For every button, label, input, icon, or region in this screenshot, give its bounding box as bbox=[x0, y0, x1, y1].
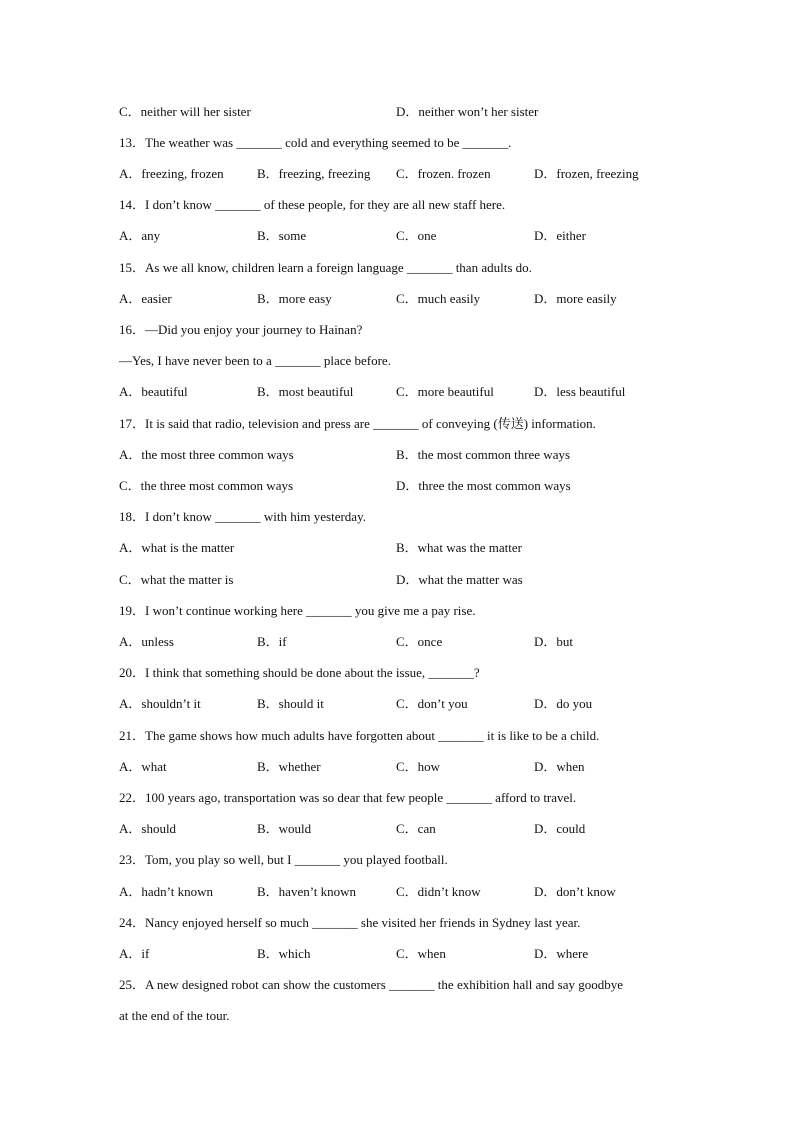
option-d: D．three the most common ways bbox=[396, 478, 571, 493]
option-c: C．what the matter is bbox=[119, 572, 234, 587]
question-14-stem: 14．I don’t know _______ of these people, for they are all new staff here. bbox=[119, 197, 506, 212]
option-b: B．should it bbox=[257, 696, 324, 711]
options-q19 bbox=[119, 633, 719, 651]
option-a: A．easier bbox=[119, 291, 172, 306]
option-a: A．if bbox=[119, 946, 150, 961]
option-b: B．most beautiful bbox=[257, 384, 354, 399]
options-q12 bbox=[119, 103, 719, 121]
option-b: B．more easy bbox=[257, 291, 332, 306]
option-b: B．would bbox=[257, 821, 312, 836]
option-d: D．either bbox=[534, 228, 586, 243]
option-c: C．didn’t know bbox=[396, 884, 481, 899]
question-17-stem: 17．It is said that radio, television and press are _______ of conveying (传送) information. bbox=[119, 416, 596, 431]
option-c: C．one bbox=[396, 228, 437, 243]
options-q18-row2 bbox=[119, 571, 719, 589]
option-c: C．once bbox=[396, 634, 443, 649]
option-c: C．much easily bbox=[396, 291, 481, 306]
option-c: C．don’t you bbox=[396, 696, 468, 711]
option-d: D．less beautiful bbox=[534, 384, 626, 399]
option-a: A．shouldn’t it bbox=[119, 696, 201, 711]
option-d: D．do you bbox=[534, 696, 593, 711]
option-a: A．beautiful bbox=[119, 384, 188, 399]
option-d: D．don’t know bbox=[534, 884, 616, 899]
options-q16 bbox=[119, 383, 719, 401]
options-q17-row2 bbox=[119, 477, 719, 495]
option-c: C．when bbox=[396, 946, 446, 961]
option-a: A．any bbox=[119, 228, 161, 243]
options-q13 bbox=[119, 165, 719, 183]
options-q17-row1 bbox=[119, 446, 719, 464]
option-b: B．what was the matter bbox=[396, 540, 522, 555]
options-q23 bbox=[119, 883, 719, 901]
option-b: B．haven’t known bbox=[257, 884, 357, 899]
option-d: D．where bbox=[534, 946, 589, 961]
option-b: B．some bbox=[257, 228, 307, 243]
option-b: B．whether bbox=[257, 759, 321, 774]
option-c: C．more beautiful bbox=[396, 384, 494, 399]
option-a: A．should bbox=[119, 821, 177, 836]
option-c: C．neither will her sister bbox=[119, 104, 251, 119]
question-25-stem: 25．A new designed robot can show the customers _______ the exhibition hall and say goodbye bbox=[119, 977, 624, 992]
question-21-stem: 21．The game shows how much adults have forgotten about _______ it is like to be a child. bbox=[119, 728, 600, 743]
question-19-stem: 19．I won’t continue working here _______ you give me a pay rise. bbox=[119, 603, 476, 618]
option-d: D．frozen, freezing bbox=[534, 166, 639, 181]
option-d: D．could bbox=[534, 821, 586, 836]
options-q15 bbox=[119, 290, 719, 308]
option-b: B．the most common three ways bbox=[396, 447, 571, 462]
option-b: B．if bbox=[257, 634, 287, 649]
option-c: C．how bbox=[396, 759, 441, 774]
question-25-stem-cont: at the end of the tour. bbox=[119, 1008, 230, 1023]
options-q24 bbox=[119, 945, 719, 963]
option-a: A．the most three common ways bbox=[119, 447, 294, 462]
option-d: D．more easily bbox=[534, 291, 617, 306]
option-d: D．neither won’t her sister bbox=[396, 104, 539, 119]
option-b: B．which bbox=[257, 946, 311, 961]
option-d: D．but bbox=[534, 634, 574, 649]
option-c: C．can bbox=[396, 821, 436, 836]
options-q20 bbox=[119, 695, 719, 713]
option-c: C．the three most common ways bbox=[119, 478, 294, 493]
question-16-stem: 16．—Did you enjoy your journey to Hainan? bbox=[119, 322, 363, 337]
option-a: A．hadn’t known bbox=[119, 884, 214, 899]
question-16-stem-reply: —Yes, I have never been to a _______ place before. bbox=[119, 353, 391, 368]
option-a: A．what bbox=[119, 759, 167, 774]
question-20-stem: 20．I think that something should be done about the issue, _______? bbox=[119, 665, 480, 680]
question-15-stem: 15．As we all know, children learn a foreign language _______ than adults do. bbox=[119, 260, 532, 275]
option-b: B．freezing, freezing bbox=[257, 166, 371, 181]
option-a: A．what is the matter bbox=[119, 540, 235, 555]
question-24-stem: 24．Nancy enjoyed herself so much _______ she visited her friends in Sydney last year. bbox=[119, 915, 581, 930]
option-a: A．unless bbox=[119, 634, 174, 649]
options-q22 bbox=[119, 820, 719, 838]
option-d: D．what the matter was bbox=[396, 572, 523, 587]
options-q18-row1 bbox=[119, 539, 719, 557]
question-23-stem: 23．Tom, you play so well, but I _______ you played football. bbox=[119, 852, 448, 867]
option-c: C．frozen. frozen bbox=[396, 166, 491, 181]
options-q14 bbox=[119, 227, 719, 245]
option-a: A．freezing, frozen bbox=[119, 166, 224, 181]
option-d: D．when bbox=[534, 759, 585, 774]
question-13-stem: 13．The weather was _______ cold and everything seemed to be _______. bbox=[119, 135, 512, 150]
question-22-stem: 22．100 years ago, transportation was so dear that few people _______ afford to travel. bbox=[119, 790, 577, 805]
question-18-stem: 18．I don’t know _______ with him yesterday. bbox=[119, 509, 366, 524]
options-q21 bbox=[119, 758, 719, 776]
